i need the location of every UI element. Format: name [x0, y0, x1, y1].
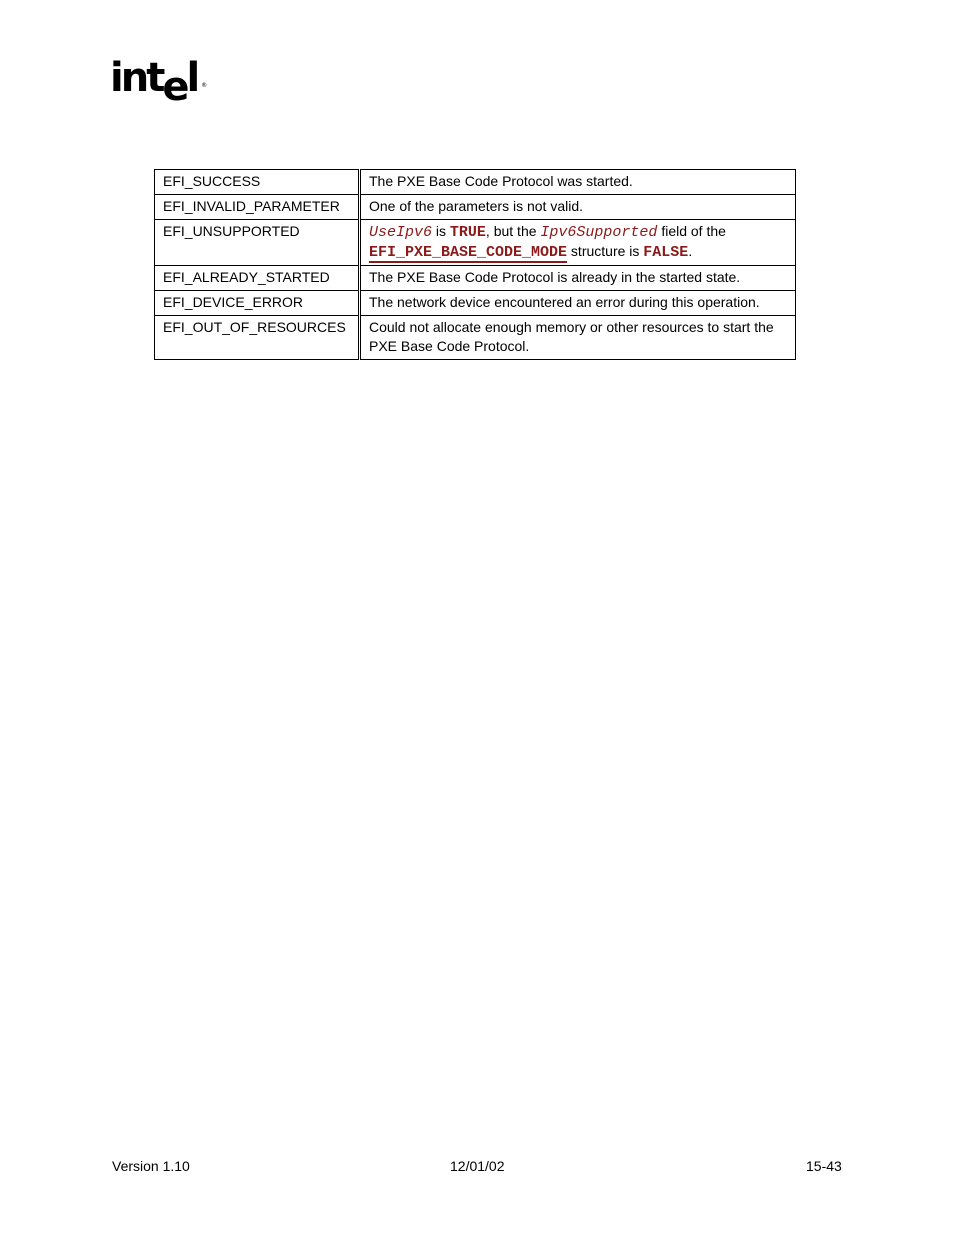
table-row: [155, 220, 796, 266]
status-description: The network device encountered an error during this operation.: [360, 291, 796, 316]
status-code: EFI_DEVICE_ERROR: [155, 291, 360, 316]
status-description: Could not allocate enough memory or other resources to start the PXE Base Code Protocol.: [360, 316, 796, 360]
table-row: [155, 316, 796, 360]
field-ipv6supported: Ipv6Supported: [540, 224, 658, 241]
table-row: [155, 195, 796, 220]
status-code: EFI_INVALID_PARAMETER: [155, 195, 360, 220]
struct-link[interactable]: EFI_PXE_BASE_CODE_MODE: [369, 244, 568, 261]
param-useipv6: UseIpv6: [369, 224, 433, 241]
status-code: EFI_OUT_OF_RESOURCES: [155, 316, 360, 360]
status-code: EFI_ALREADY_STARTED: [155, 266, 360, 291]
status-code: EFI_UNSUPPORTED: [155, 220, 360, 266]
status-description: The PXE Base Code Protocol was started.: [360, 170, 796, 195]
status-codes-table: [154, 169, 796, 360]
status-description: UseIpv6 is TRUE, but the Ipv6Supported field of the EFI_PXE_BASE_CODE_MODE structure is FALSE.: [360, 220, 796, 266]
status-description: One of the parameters is not valid.: [360, 195, 796, 220]
intel-logo: intel ®: [110, 55, 208, 110]
status-description: The PXE Base Code Protocol is already in the started state.: [360, 266, 796, 291]
table-row: [155, 266, 796, 291]
footer-page-number: 15-43: [806, 1158, 842, 1174]
table-row: [155, 170, 796, 195]
footer-date: 12/01/02: [450, 1158, 505, 1174]
status-code: EFI_SUCCESS: [155, 170, 360, 195]
keyword-true: TRUE: [449, 224, 486, 241]
table-row: [155, 291, 796, 316]
keyword-false: FALSE: [643, 244, 689, 261]
footer-version: Version 1.10: [112, 1158, 190, 1174]
